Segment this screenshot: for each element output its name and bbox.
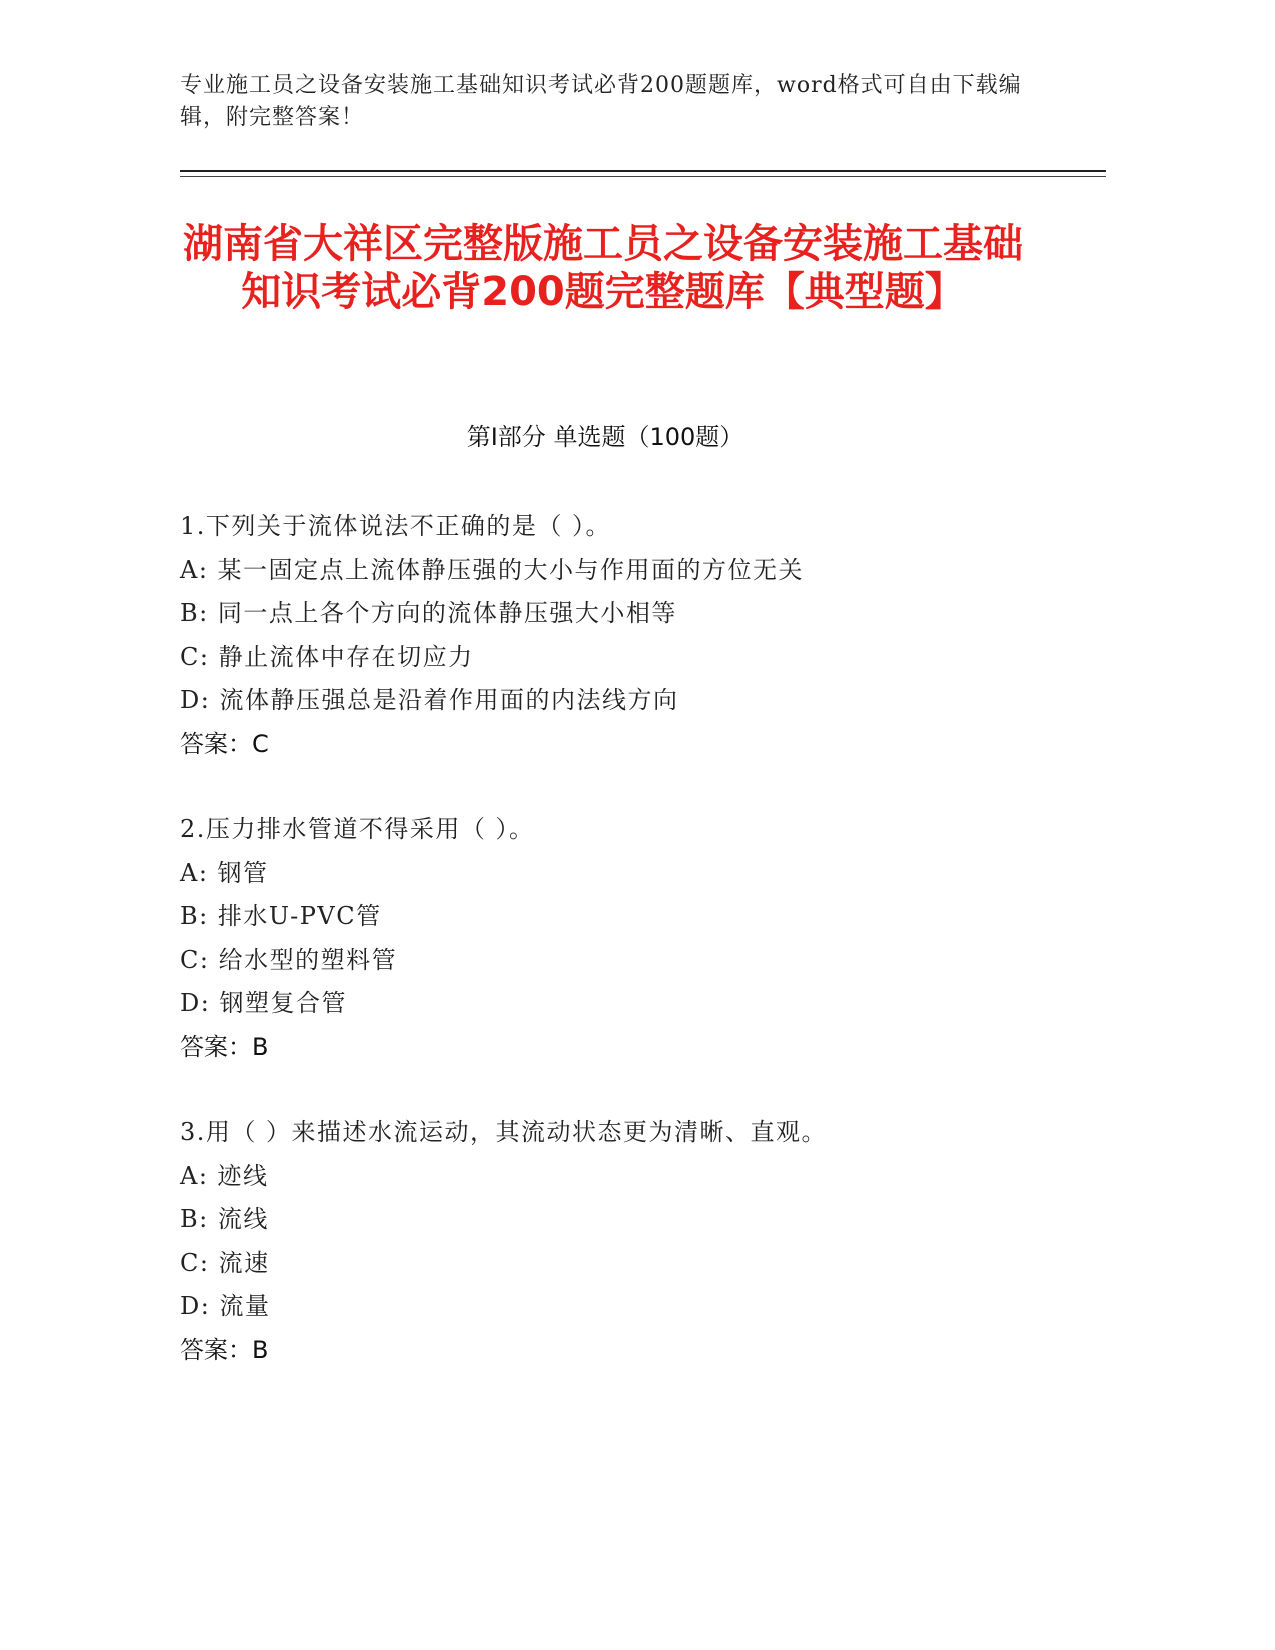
answer: 答案：C — [180, 729, 269, 758]
header-divider-thin — [180, 176, 1106, 177]
option-d: D: 流体静压强总是沿着作用面的内法线方向 — [180, 686, 679, 714]
option-d: D: 钢塑复合管 — [180, 989, 347, 1017]
header-divider-thick — [180, 170, 1106, 172]
question-list — [180, 505, 1080, 1414]
question-stem: 1.下列关于流体说法不正确的是（ ）。 — [180, 512, 612, 540]
header-note: 专业施工员之设备安装施工基础知识考试必背200题题库，word格式可自由下载编辑，附完整答案！ — [180, 73, 1022, 130]
answer: 答案：B — [180, 1335, 269, 1364]
option-c: C: 给水型的塑料管 — [180, 945, 398, 974]
option-c: C: 静止流体中存在切应力 — [180, 642, 474, 671]
option-b: B: 同一点上各个方向的流体静压强大小相等 — [180, 599, 677, 627]
section-title: 第I部分 单选题（100题） — [466, 423, 744, 451]
option-c: C: 流速 — [180, 1248, 270, 1277]
option-b: B: 排水U-PVC管 — [180, 902, 382, 930]
option-a: A: 钢管 — [180, 858, 269, 887]
question-1 — [180, 505, 1080, 766]
option-a: A: 某一固定点上流体静压强的大小与作用面的方位无关 — [180, 555, 805, 584]
option-d: D: 流量 — [180, 1292, 271, 1320]
answer: 答案：B — [180, 1032, 269, 1061]
document-title: 湖南省大祥区完整版施工员之设备安装施工基础知识考试必背200题完整题库【典型题】 — [183, 221, 1023, 315]
option-a: A: 迹线 — [180, 1161, 269, 1190]
question-stem: 2.压力排水管道不得采用（ ）。 — [180, 815, 535, 843]
option-b: B: 流线 — [180, 1205, 269, 1233]
question-2 — [180, 808, 1080, 1069]
question-stem: 3.用（ ）来描述水流运动，其流动状态更为清晰、直观。 — [180, 1118, 828, 1146]
question-3 — [180, 1111, 1080, 1372]
